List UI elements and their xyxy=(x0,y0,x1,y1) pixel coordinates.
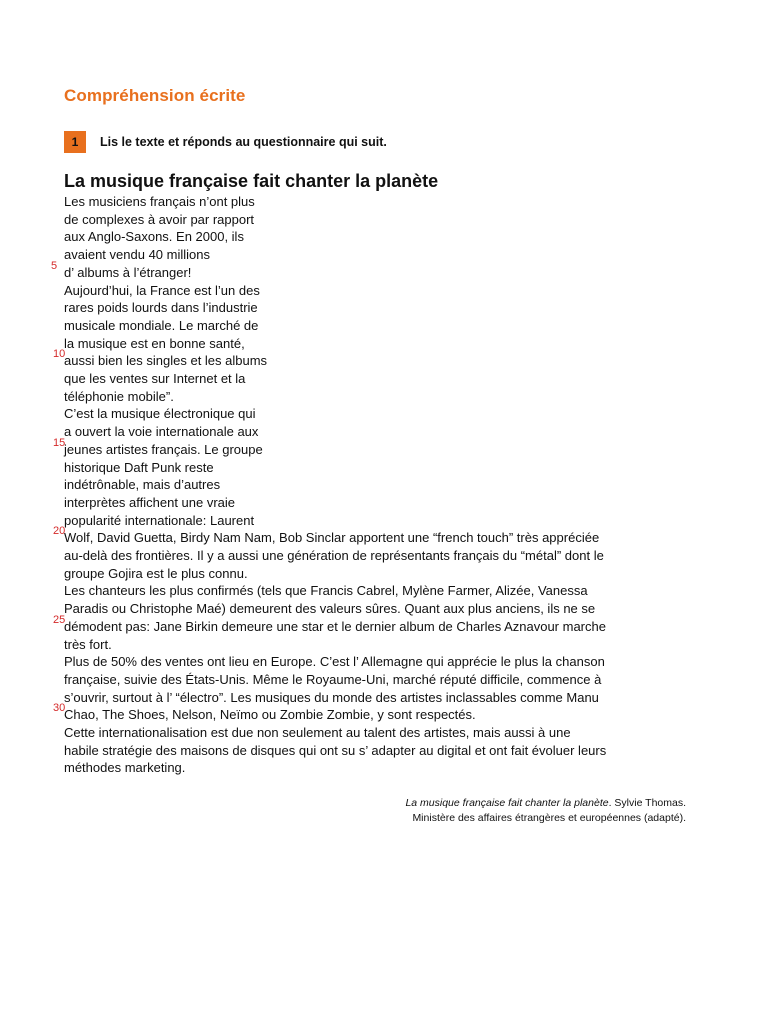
article-line: C’est la musique électronique qui xyxy=(64,406,256,422)
article-line: la musique est en bonne santé, xyxy=(64,335,245,351)
article-line: française, suivie des États-Unis. Même le Royaume-Uni, marché réputé difficile, commence à xyxy=(64,671,602,687)
article-line: démodent pas: Jane Birkin demeure une star et le dernier album de Charles Aznavour marche xyxy=(64,618,606,634)
article-line: au-delà des frontières. Il y a aussi une génération de représentants français du “métal” dont le xyxy=(64,548,604,563)
article-line: Cette internationalisation est due non seulement au talent des artistes, mais aussi à une xyxy=(64,725,571,740)
article-line: Les chanteurs les plus confirmés (tels que Francis Cabrel, Mylène Farmer, Alizée, Vanessa xyxy=(64,583,588,599)
article-line: rares poids lourds dans l’industrie xyxy=(64,300,258,316)
article-line: Aujourd’hui, la France est l’un des xyxy=(64,282,260,298)
exercise-instruction: Lis le texte et réponds au questionnaire qui suit. xyxy=(100,135,387,149)
article-line: Chao, The Shoes, Nelson, Neïmo ou Zombie Zombie, y sont respectés. xyxy=(64,707,476,723)
source-publisher: Ministère des affaires étrangères et européennes (adapté). xyxy=(412,812,686,824)
article-line: historique Daft Punk reste xyxy=(64,459,214,475)
line-number-marker: 30 xyxy=(53,702,66,715)
exercise-number-badge: 1 xyxy=(64,131,86,153)
line-number-marker: 10 xyxy=(53,348,66,361)
article-line: habile stratégie des maisons de disques qui ont su s’ adapter au digital et ont fait évoluer leurs xyxy=(64,742,607,758)
line-number-marker: 25 xyxy=(53,613,66,626)
article-line: indétrônable, mais d’autres xyxy=(64,477,221,493)
article-line: d’ albums à l’étranger! xyxy=(64,264,192,280)
source-author: . Sylvie Thomas. xyxy=(608,797,686,809)
article-line: s’ouvrir, surtout à l’ “électro”. Les musiques du monde des artistes inclassables comme Manu xyxy=(64,689,599,705)
source-citation-line1 xyxy=(405,797,686,809)
article-line: aussi bien les singles et les albums xyxy=(64,353,268,369)
line-number-marker: 5 xyxy=(51,259,58,272)
source-title: La musique française fait chanter la planète xyxy=(405,797,609,809)
article-line: avaient vendu 40 millions xyxy=(64,247,210,263)
article-line: Paradis ou Christophe Maé) demeurent des valeurs sûres. Quant aux plus anciens, ils ne se xyxy=(64,601,596,617)
article-line: a ouvert la voie internationale aux xyxy=(64,424,259,440)
article-line: popularité internationale: Laurent xyxy=(64,512,255,528)
article-line: que les ventes sur Internet et la xyxy=(64,371,246,386)
article-line: musicale mondiale. Le marché de xyxy=(64,317,259,333)
article-title: La musique française fait chanter la planète xyxy=(64,171,439,191)
article-line: aux Anglo-Saxons. En 2000, ils xyxy=(64,229,244,245)
section-title: Compréhension écrite xyxy=(64,86,246,105)
article-line: interprètes affichent une vraie xyxy=(64,494,236,510)
article-line: méthodes marketing. xyxy=(64,760,186,776)
article-line: Les musiciens français n’ont plus xyxy=(64,194,255,209)
article-line: très fort. xyxy=(64,636,112,652)
article-line: jeunes artistes français. Le groupe xyxy=(64,441,263,457)
article-line: téléphonie mobile”. xyxy=(64,388,174,404)
line-number-marker: 15 xyxy=(53,436,66,449)
article-line: groupe Gojira est le plus connu. xyxy=(64,565,248,581)
article-line: de complexes à avoir par rapport xyxy=(64,211,255,227)
article-line: Wolf, David Guetta, Birdy Nam Nam, Bob Sinclar apportent une “french touch” très appréciée xyxy=(64,530,600,546)
line-number-marker: 20 xyxy=(53,525,66,538)
article-line: Plus de 50% des ventes ont lieu en Europe. C’est l’ Allemagne qui apprécie le plus la chanson xyxy=(64,654,605,670)
